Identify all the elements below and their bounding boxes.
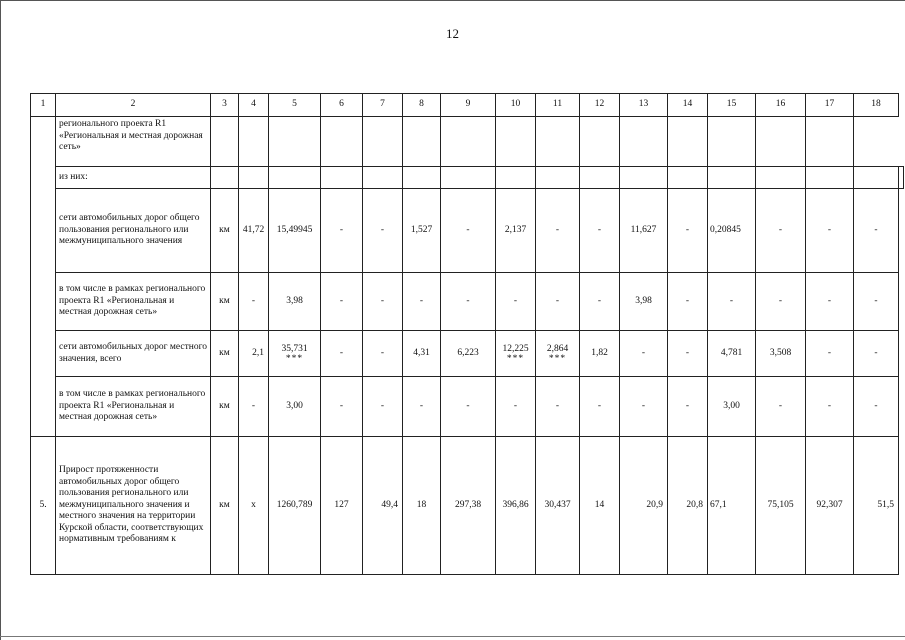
value-cell: -: [441, 377, 496, 437]
value-cell: -: [668, 377, 708, 437]
value-cell: [620, 167, 668, 189]
value-cell: -: [536, 273, 580, 331]
header-cell: 16: [756, 94, 806, 117]
page-number: 12: [446, 26, 459, 41]
header-cell: 5: [269, 94, 321, 117]
value-cell: x: [239, 437, 269, 575]
value-cell: 18: [403, 437, 441, 575]
value-cell: -: [363, 331, 403, 377]
value-cell: [441, 167, 496, 189]
unit-cell: [211, 117, 239, 167]
value-cell: -: [403, 377, 441, 437]
value-cell: 41,72: [239, 189, 269, 273]
header-cell: 2: [56, 94, 211, 117]
value-cell: [620, 117, 668, 167]
value-cell: 3,508: [756, 331, 806, 377]
value-cell: 2,137: [496, 189, 536, 273]
value-cell: [806, 167, 854, 189]
value-cell: [756, 167, 806, 189]
value-cell: [708, 117, 756, 167]
value-cell: 49,4: [363, 437, 403, 575]
header-cell: 15: [708, 94, 756, 117]
value-cell: -: [580, 273, 620, 331]
value-cell: 14: [580, 437, 620, 575]
value-cell: 3,98: [620, 273, 668, 331]
value-cell: -: [239, 377, 269, 437]
header-cell: 3: [211, 94, 239, 117]
value-cell: -: [854, 189, 899, 273]
value-cell: -: [854, 273, 899, 331]
value-cell: [239, 117, 269, 167]
value-cell: -: [239, 273, 269, 331]
value-cell: [363, 117, 403, 167]
value-cell: 92,307: [806, 437, 854, 575]
value-cell: -: [620, 331, 668, 377]
header-cell: 18: [854, 94, 899, 117]
value-cell: [321, 117, 363, 167]
header-cell: 10: [496, 94, 536, 117]
value-cell: 3,00: [269, 377, 321, 437]
value-cell: 3,00: [708, 377, 756, 437]
unit-cell: км: [211, 437, 239, 575]
value-cell: [269, 167, 321, 189]
value-cell: -: [321, 189, 363, 273]
table-row: [31, 167, 904, 189]
value-cell: [321, 167, 363, 189]
row-label: регионального проекта R1 «Региональная и местная дорожная сеть»: [56, 117, 211, 167]
value-cell: [668, 167, 708, 189]
value-cell: [269, 117, 321, 167]
value-cell: -: [620, 377, 668, 437]
value-cell: -: [580, 189, 620, 273]
row-label: сети автомобильных дорог общего пользования регионального или межмуниципального значения: [56, 189, 211, 273]
value-cell: -: [668, 331, 708, 377]
header-row: [31, 94, 904, 117]
value-cell: -: [756, 273, 806, 331]
value-cell: -: [321, 273, 363, 331]
row-label: Прирост протяженности автомобильных дорог общего пользования регионального или межмуниципального значения и местного значения на территории Курской области, соответствующих нормативным требованиям к: [56, 437, 211, 575]
value-cell: -: [441, 189, 496, 273]
value-cell: -: [806, 331, 854, 377]
header-cell: 6: [321, 94, 363, 117]
data-table: [30, 93, 904, 575]
value-cell: -: [668, 189, 708, 273]
footnote-mark: ***: [285, 354, 304, 365]
row-number-cell: [31, 117, 56, 437]
row-label: в том числе в рамках регионального проекта R1 «Региональная и местная дорожная сеть»: [56, 273, 211, 331]
table-row: [31, 331, 904, 377]
value-cell: -: [496, 377, 536, 437]
value-cell: -: [806, 273, 854, 331]
value-cell: [536, 117, 580, 167]
value-cell: 51,5: [854, 437, 899, 575]
scan-edge-bottom: [0, 636, 905, 637]
header-cell: 17: [806, 94, 854, 117]
value-cell: [496, 331, 536, 377]
value-cell: -: [580, 377, 620, 437]
value-cell: 1260,789: [269, 437, 321, 575]
header-cell: 14: [668, 94, 708, 117]
value-cell: [580, 117, 620, 167]
value-cell: [269, 331, 321, 377]
value-cell: 396,86: [496, 437, 536, 575]
value-cell: 1,82: [580, 331, 620, 377]
value-cell: -: [536, 189, 580, 273]
row-number-cell: 5.: [31, 437, 56, 575]
value-cell: [668, 117, 708, 167]
value-cell: [403, 167, 441, 189]
value-text: 12,225: [502, 343, 529, 354]
unit-cell: км: [211, 377, 239, 437]
scan-edge-left: [0, 0, 1, 640]
value-cell: 127: [321, 437, 363, 575]
value-cell: [536, 167, 580, 189]
value-cell: -: [668, 273, 708, 331]
value-cell: 15,49945: [269, 189, 321, 273]
value-cell: [854, 167, 899, 189]
value-cell: [496, 117, 536, 167]
footnote-mark: ***: [548, 354, 567, 365]
value-cell: 11,627: [620, 189, 668, 273]
value-cell: [403, 117, 441, 167]
value-cell: 20,9: [620, 437, 668, 575]
table-row: [31, 117, 904, 167]
value-text: 35,731: [281, 343, 308, 354]
value-cell: 3,98: [269, 273, 321, 331]
footnote-mark: ***: [506, 354, 525, 365]
value-cell: -: [363, 273, 403, 331]
table-row: [31, 273, 904, 331]
header-cell: 11: [536, 94, 580, 117]
value-cell: -: [708, 273, 756, 331]
value-cell: [496, 167, 536, 189]
value-cell: -: [806, 377, 854, 437]
value-cell: 2,1: [239, 331, 269, 377]
row-label: из них:: [56, 167, 211, 189]
value-cell: 297,38: [441, 437, 496, 575]
row-label: сети автомобильных дорог местного значения, всего: [56, 331, 211, 377]
value-cell: -: [756, 377, 806, 437]
value-cell: 30,437: [536, 437, 580, 575]
header-cell: 1: [31, 94, 56, 117]
value-cell: 4,31: [403, 331, 441, 377]
value-cell: [536, 331, 580, 377]
table-row: [31, 437, 904, 575]
value-cell: 67,1: [708, 437, 756, 575]
value-cell: -: [441, 273, 496, 331]
value-cell: [708, 167, 756, 189]
value-cell: -: [854, 331, 899, 377]
value-cell: [239, 167, 269, 189]
table-row: [31, 377, 904, 437]
scan-edge-top: [0, 0, 905, 1]
header-cell: 13: [620, 94, 668, 117]
header-cell: 8: [403, 94, 441, 117]
value-cell: 1,527: [403, 189, 441, 273]
value-cell: -: [806, 189, 854, 273]
unit-cell: км: [211, 273, 239, 331]
unit-cell: км: [211, 331, 239, 377]
value-cell: -: [321, 377, 363, 437]
value-cell: -: [756, 189, 806, 273]
value-cell: 6,223: [441, 331, 496, 377]
unit-cell: км: [211, 189, 239, 273]
header-cell: 4: [239, 94, 269, 117]
value-cell: [806, 117, 854, 167]
value-cell: -: [536, 377, 580, 437]
value-cell: 75,105: [756, 437, 806, 575]
value-cell: [441, 117, 496, 167]
unit-cell: [211, 167, 239, 189]
row-label: в том числе в рамках регионального проекта R1 «Региональная и местная дорожная сеть»: [56, 377, 211, 437]
header-cell: 7: [363, 94, 403, 117]
value-cell: 20,8: [668, 437, 708, 575]
value-cell: 4,781: [708, 331, 756, 377]
value-cell: [363, 167, 403, 189]
value-cell: -: [496, 273, 536, 331]
value-cell: 0,20845: [708, 189, 756, 273]
table-row: [31, 189, 904, 273]
value-cell: [899, 167, 904, 189]
value-cell: -: [321, 331, 363, 377]
value-cell: -: [403, 273, 441, 331]
value-cell: -: [363, 189, 403, 273]
value-cell: -: [363, 377, 403, 437]
header-cell: 12: [580, 94, 620, 117]
header-cell: 9: [441, 94, 496, 117]
value-text: 2,864: [546, 343, 569, 354]
value-cell: [580, 167, 620, 189]
value-cell: -: [854, 377, 899, 437]
value-cell: [756, 117, 806, 167]
